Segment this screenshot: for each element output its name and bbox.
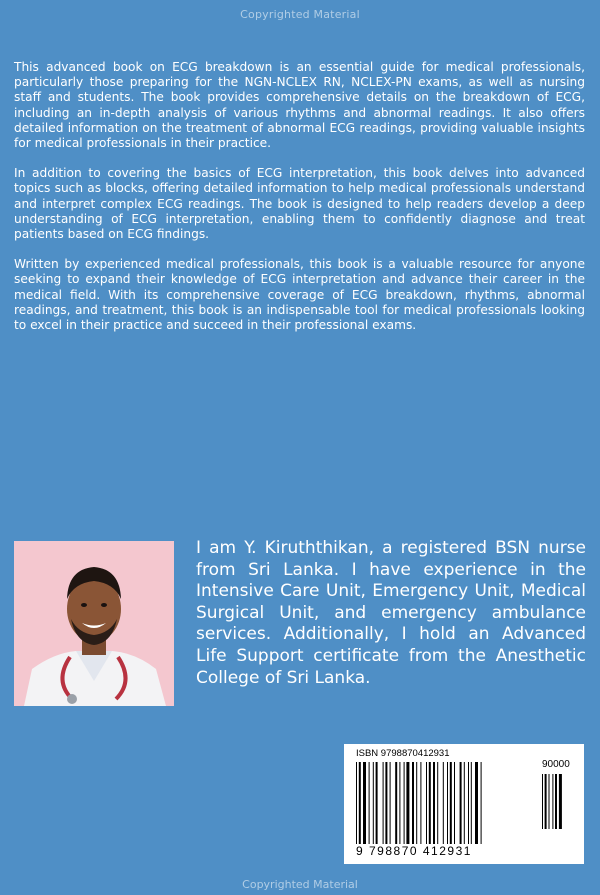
barcode-bar <box>475 762 478 844</box>
barcode-bar <box>359 762 361 844</box>
barcode-bar <box>416 762 417 844</box>
author-photo <box>14 541 174 706</box>
barcode-bar <box>468 762 469 844</box>
author-bio: I am Y. Kiruththikan, a registered BSN nurse from Sri Lanka. I have experience in the Intensive Care Unit, Emergency Unit, Medical Surgical Unit, and emergency ambulance services. Additionally, I hold an Advanced Life Support certificate from the Anesthetic College of Sri Lanka. <box>196 538 586 688</box>
price-barcode-icon <box>542 774 572 829</box>
author-portrait-icon <box>14 541 174 706</box>
isbn-barcode <box>344 744 584 864</box>
barcode-bar <box>376 762 378 844</box>
barcode-bar <box>369 762 370 844</box>
barcode-bar <box>420 762 421 844</box>
copyright-header: Copyrighted Material <box>240 8 360 21</box>
description-paragraph-2: In addition to covering the basics of ECG interpretation, this book delves into advanced topics such as blocks, offering detailed information to help medical professionals understand and interpret complex ECG readings. The book is designed to help readers develop a deep understanding of ECG interpretation, enabling them to confidently diagnose and treat patients based on ECG findings. <box>14 166 585 242</box>
price-barcode-bar <box>542 774 543 829</box>
isbn-label: ISBN 9798870412931 <box>356 748 450 759</box>
barcode-bar <box>433 762 435 844</box>
barcode-bar <box>443 762 444 844</box>
barcode-bar <box>429 762 431 844</box>
barcode-bar <box>481 762 482 844</box>
barcode-bar <box>426 762 427 844</box>
barcode-bar <box>383 762 384 844</box>
price-barcode-bar <box>545 774 547 829</box>
barcode-bar <box>450 762 452 844</box>
barcode-bar <box>471 762 472 844</box>
barcode-bar <box>464 762 465 844</box>
barcode-bar <box>395 762 397 844</box>
copyright-footer: Copyrighted Material <box>242 878 358 891</box>
description-paragraph-1: This advanced book on ECG breakdown is an essential guide for medical professionals, particularly those preparing for the NGN-NCLEX RN, NCLEX-PN exams, as well as nursing staff and students. The book provides comprehensive details on the breakdown of ECG, including an in-depth analysis of various rhythms and abnormal readings. It also offers detailed information on the treatment of abnormal ECG readings, providing valuable insights for medical professionals in their practice. <box>14 60 585 151</box>
description-paragraph-3: Written by experienced medical professionals, this book is a valuable resource for anyone seeking to expand their knowledge of ECG interpretation and advance their career in the medical field. With its comprehensive coverage of ECG breakdown, rhythms, abnormal readings, and treatment, this book is an indispensable tool for medical professionals looking to excel in their practice and succeed in their professional exams. <box>14 257 585 333</box>
barcode-bar <box>373 762 374 844</box>
barcode-bar <box>454 762 455 844</box>
barcode-bar <box>390 762 391 844</box>
price-barcode-bar <box>549 774 550 829</box>
barcode-bar <box>385 762 387 844</box>
price-barcode-bar <box>552 774 553 829</box>
barcode-bar <box>437 762 438 844</box>
barcode-bar <box>460 762 462 844</box>
barcode-bar <box>412 762 414 844</box>
barcode-bar <box>406 762 409 844</box>
isbn-digits: 9 798870 412931 <box>356 844 472 858</box>
barcode-bar <box>363 762 366 844</box>
book-description <box>14 60 585 348</box>
barcode-bar <box>447 762 448 844</box>
barcode-bar <box>404 762 405 844</box>
price-code: 90000 <box>542 759 570 770</box>
barcode-bar <box>356 762 357 844</box>
barcode-bars-icon <box>356 762 536 844</box>
barcode-bar <box>399 762 400 844</box>
price-barcode-bar <box>555 774 557 829</box>
price-barcode-bar <box>559 774 562 829</box>
